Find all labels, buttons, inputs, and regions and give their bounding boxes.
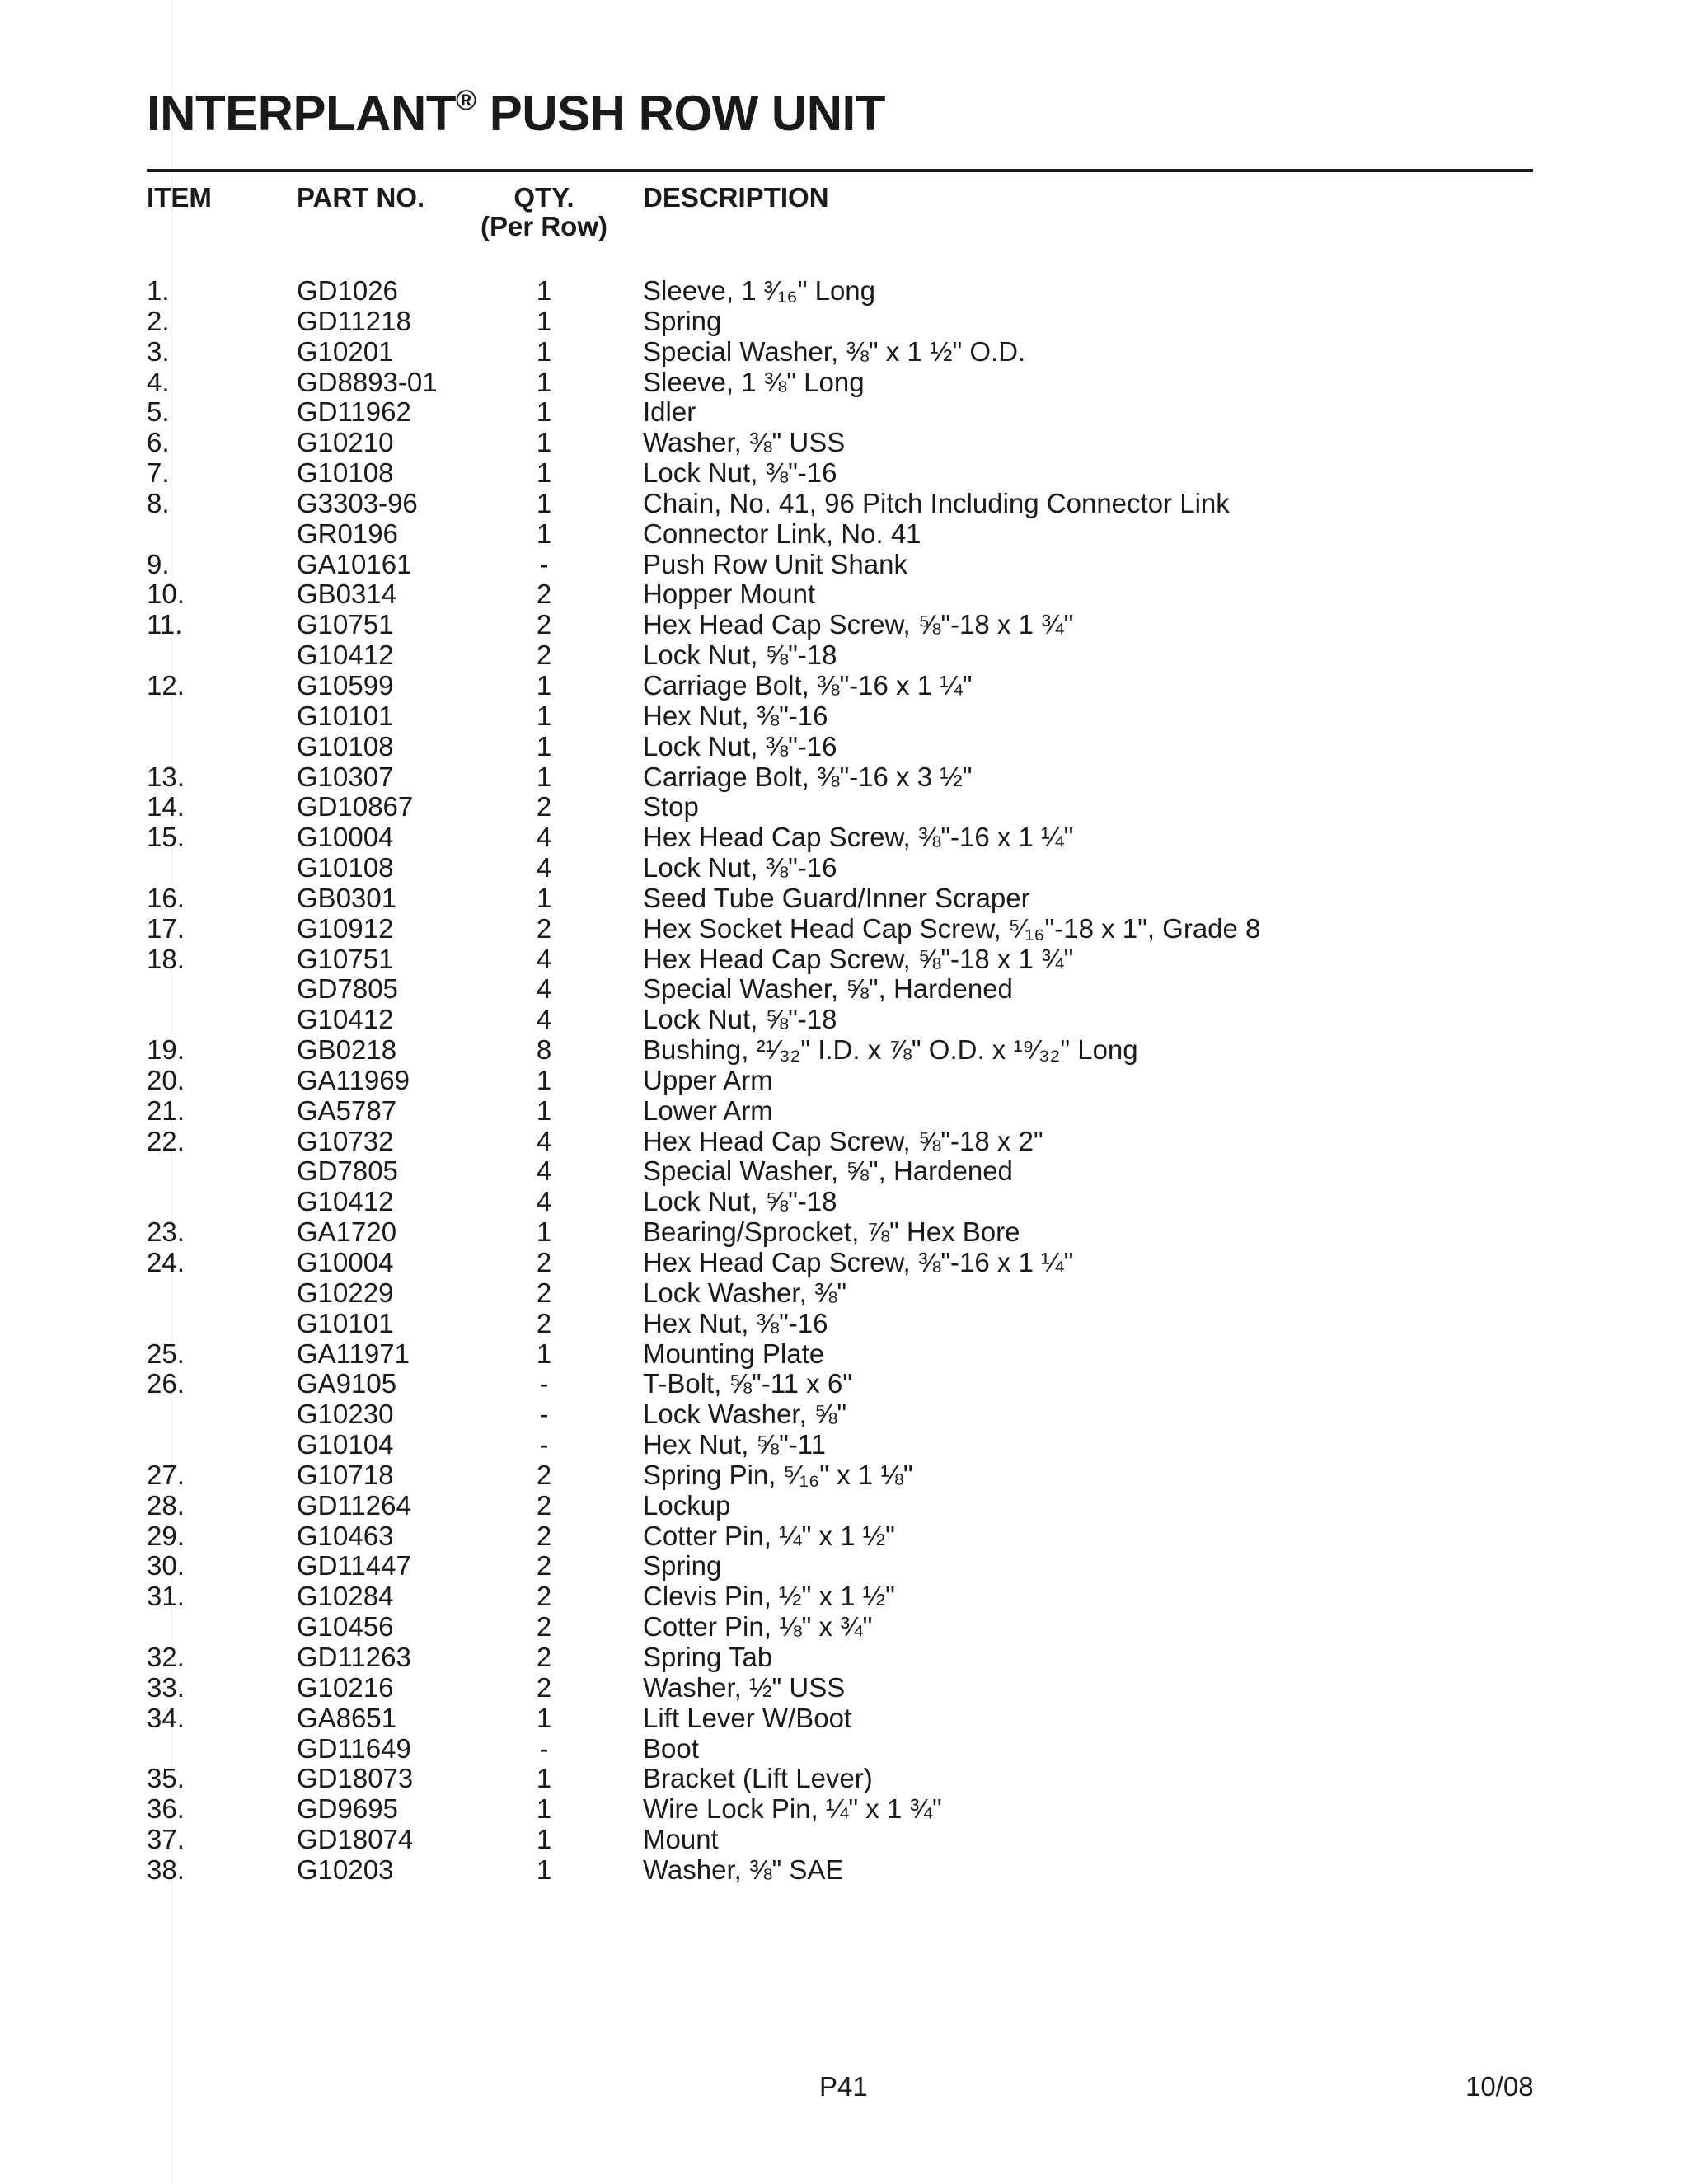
table-header <box>0 183 1688 249</box>
row-quantity: 1 <box>536 427 552 458</box>
table-row <box>0 1794 1688 1825</box>
row-description: Hex Socket Head Cap Screw, ⁵⁄₁₆"-18 x 1", Grade 8 <box>643 912 1261 944</box>
row-quantity: 2 <box>536 791 552 823</box>
row-item-number: 17. <box>147 912 185 944</box>
row-part-number: GA1720 <box>297 1216 397 1248</box>
row-part-number: G10284 <box>297 1581 394 1612</box>
row-part-number: GB0301 <box>297 882 397 913</box>
row-part-number: GB0218 <box>297 1034 397 1066</box>
row-part-number: G10004 <box>297 1247 394 1277</box>
row-part-number: GD8893-01 <box>297 366 438 397</box>
row-part-number: G10104 <box>297 1429 394 1460</box>
table-row <box>0 610 1688 640</box>
row-item-number: 10. <box>147 579 185 610</box>
row-description: Spring Pin, ⁵⁄₁₆" x 1 ⅛" <box>643 1459 913 1490</box>
table-row <box>0 1612 1688 1643</box>
header-part-no: PART NO. <box>297 182 425 213</box>
row-part-number: G10599 <box>297 669 394 701</box>
header-description: DESCRIPTION <box>643 182 829 213</box>
row-item-number: 6. <box>147 427 170 458</box>
row-item-number: 22. <box>147 1125 185 1156</box>
row-item-number: 23. <box>147 1216 185 1248</box>
row-quantity: 1 <box>536 457 552 489</box>
row-description: Washer, ⅜" SAE <box>643 1854 844 1885</box>
row-part-number: GD9695 <box>297 1793 398 1825</box>
row-quantity: 8 <box>536 1034 552 1066</box>
table-row <box>0 428 1688 458</box>
row-description: Lockup <box>643 1489 731 1521</box>
row-quantity: 1 <box>536 669 552 701</box>
table-row <box>0 1582 1688 1612</box>
row-item-number: 7. <box>147 457 170 489</box>
row-part-number: GD11447 <box>297 1550 411 1582</box>
table-row <box>0 307 1688 337</box>
row-description: Lock Nut, ⅜"-16 <box>643 457 837 489</box>
row-item-number: 27. <box>147 1459 185 1490</box>
table-row <box>0 579 1688 610</box>
header-item: ITEM <box>147 182 212 213</box>
table-row <box>0 944 1688 975</box>
row-description: Spring <box>643 1550 722 1582</box>
row-part-number: G10463 <box>297 1520 394 1551</box>
row-description: Special Washer, ⅝", Hardened <box>643 973 1013 1005</box>
row-part-number: GA5787 <box>297 1094 397 1126</box>
row-description: Lock Nut, ⅜"-16 <box>643 852 837 883</box>
row-description: Push Row Unit Shank <box>643 548 907 579</box>
row-item-number: 21. <box>147 1094 185 1126</box>
row-quantity: 1 <box>536 730 552 762</box>
table-row <box>0 1491 1688 1521</box>
row-part-number: G10201 <box>297 335 394 367</box>
row-part-number: GD11649 <box>297 1732 411 1764</box>
row-quantity: 1 <box>536 487 552 518</box>
row-description: Special Washer, ⅜" x 1 ½" O.D. <box>643 335 1026 367</box>
table-row <box>0 1704 1688 1734</box>
row-quantity: 1 <box>536 1216 552 1248</box>
row-quantity: 2 <box>536 1611 552 1643</box>
row-item-number: 13. <box>147 761 185 792</box>
row-part-number: G10912 <box>297 912 394 944</box>
row-part-number: GD1026 <box>297 275 398 306</box>
row-description: Upper Arm <box>643 1064 773 1095</box>
row-item-number: 30. <box>147 1550 185 1582</box>
table-row <box>0 1673 1688 1704</box>
row-quantity: - <box>539 548 549 579</box>
row-item-number: 16. <box>147 882 185 913</box>
row-description: Hex Head Cap Screw, ⅝"-18 x 2" <box>643 1125 1043 1156</box>
row-part-number: G10108 <box>297 852 394 883</box>
row-part-number: G10751 <box>297 609 394 640</box>
row-item-number: 5. <box>147 396 170 428</box>
table-row <box>0 1855 1688 1886</box>
row-description: Chain, No. 41, 96 Pitch Including Connector Link <box>643 487 1230 518</box>
row-part-number: GD11263 <box>297 1641 411 1672</box>
table-row <box>0 458 1688 489</box>
header-qty-per-row: (Per Row) <box>480 211 607 241</box>
table-row <box>0 762 1688 793</box>
table-row <box>0 368 1688 398</box>
table-row <box>0 337 1688 368</box>
title-text-rest: PUSH ROW UNIT <box>476 86 885 141</box>
row-description: Lock Nut, ⅝"-18 <box>643 1186 837 1217</box>
row-description: Washer, ½" USS <box>643 1671 846 1703</box>
row-quantity: 1 <box>536 882 552 913</box>
table-row <box>0 1399 1688 1430</box>
row-part-number: G10229 <box>297 1277 394 1308</box>
row-quantity: - <box>539 1429 549 1460</box>
row-quantity: 2 <box>536 609 552 640</box>
row-description: Lower Arm <box>643 1094 773 1126</box>
table-row <box>0 519 1688 550</box>
row-part-number: GD10867 <box>297 791 414 823</box>
row-part-number: G10732 <box>297 1125 394 1156</box>
row-part-number: GD11962 <box>297 396 411 428</box>
row-item-number: 2. <box>147 305 170 336</box>
row-quantity: 4 <box>536 973 552 1005</box>
table-row <box>0 397 1688 428</box>
table-row <box>0 853 1688 883</box>
row-description: Bushing, ²¹⁄₃₂" I.D. x ⅞" O.D. x ¹⁹⁄₃₂" Long <box>643 1034 1138 1066</box>
row-quantity: 1 <box>536 1763 552 1794</box>
registered-mark: ® <box>455 85 476 116</box>
row-part-number: G10230 <box>297 1399 394 1430</box>
table-row <box>0 640 1688 671</box>
row-quantity: 1 <box>536 700 552 731</box>
table-row <box>0 1643 1688 1673</box>
row-description: Sleeve, 1 ³⁄₁₆" Long <box>643 275 875 306</box>
row-part-number: G10718 <box>297 1459 394 1490</box>
row-part-number: GD18073 <box>297 1763 414 1794</box>
row-item-number: 26. <box>147 1368 185 1399</box>
row-quantity: 2 <box>536 1581 552 1612</box>
row-quantity: 2 <box>536 640 552 671</box>
table-row <box>0 914 1688 944</box>
row-quantity: 2 <box>536 1520 552 1551</box>
row-quantity: 4 <box>536 1186 552 1217</box>
row-description: Bearing/Sprocket, ⅞" Hex Bore <box>643 1216 1020 1248</box>
row-part-number: GD18074 <box>297 1824 414 1855</box>
row-description: Idler <box>643 396 696 428</box>
row-description: Cotter Pin, ⅛" x ¾" <box>643 1611 873 1643</box>
row-description: Hopper Mount <box>643 579 816 610</box>
table-row <box>0 1551 1688 1582</box>
table-row <box>0 489 1688 519</box>
row-item-number: 8. <box>147 487 170 518</box>
table-row <box>0 1825 1688 1855</box>
row-description: Special Washer, ⅝", Hardened <box>643 1155 1013 1187</box>
row-part-number: GD11218 <box>297 305 411 336</box>
table-row <box>0 792 1688 823</box>
header-qty: QTY. <box>513 182 574 213</box>
row-description: T-Bolt, ⅝"-11 x 6" <box>643 1368 852 1399</box>
row-quantity: 2 <box>536 1247 552 1277</box>
row-quantity: 1 <box>536 518 552 549</box>
row-description: Boot <box>643 1732 699 1764</box>
row-quantity: 2 <box>536 1277 552 1308</box>
row-quantity: 1 <box>536 335 552 367</box>
row-description: Wire Lock Pin, ¼" x 1 ¾" <box>643 1793 942 1825</box>
row-part-number: GD11264 <box>297 1489 411 1521</box>
table-row <box>0 1339 1688 1370</box>
row-part-number: G10004 <box>297 822 394 853</box>
row-description: Lock Nut, ⅝"-18 <box>643 640 837 671</box>
row-description: Lock Washer, ⅝" <box>643 1399 847 1430</box>
row-description: Seed Tube Guard/Inner Scraper <box>643 882 1030 913</box>
row-part-number: G10203 <box>297 1854 394 1885</box>
row-item-number: 18. <box>147 943 185 974</box>
row-item-number: 25. <box>147 1338 185 1369</box>
row-quantity: 1 <box>536 1094 552 1126</box>
table-row <box>0 1369 1688 1399</box>
title-divider <box>147 169 1533 172</box>
row-description: Connector Link, No. 41 <box>643 518 921 549</box>
row-item-number: 15. <box>147 822 185 853</box>
row-quantity: - <box>539 1732 549 1764</box>
table-row <box>0 1278 1688 1309</box>
row-item-number: 12. <box>147 669 185 701</box>
row-description: Lift Lever W/Boot <box>643 1702 852 1733</box>
row-quantity: 1 <box>536 1338 552 1369</box>
row-part-number: GD7805 <box>297 1155 398 1187</box>
table-row <box>0 701 1688 732</box>
row-quantity: 1 <box>536 1854 552 1885</box>
row-quantity: 4 <box>536 1155 552 1187</box>
row-item-number: 33. <box>147 1671 185 1703</box>
row-quantity: 2 <box>536 1641 552 1672</box>
title-text: INTERPLANT <box>147 86 456 141</box>
revision-date: 10/08 <box>1465 2071 1534 2102</box>
row-description: Carriage Bolt, ⅜"-16 x 1 ¼" <box>643 669 973 701</box>
row-description: Hex Nut, ⅜"-16 <box>643 700 828 731</box>
row-description: Mount <box>643 1824 719 1855</box>
table-row <box>0 732 1688 762</box>
row-description: Hex Head Cap Screw, ⅝"-18 x 1 ¾" <box>643 609 1074 640</box>
row-quantity: 4 <box>536 1125 552 1156</box>
row-description: Lock Nut, ⅝"-18 <box>643 1004 837 1035</box>
row-part-number: G10456 <box>297 1611 394 1643</box>
table-row <box>0 1521 1688 1552</box>
row-quantity: 4 <box>536 852 552 883</box>
row-quantity: 2 <box>536 1489 552 1521</box>
row-quantity: 1 <box>536 305 552 336</box>
row-description: Hex Head Cap Screw, ⅝"-18 x 1 ¾" <box>643 943 1074 974</box>
row-quantity: 1 <box>536 396 552 428</box>
row-part-number: GA8651 <box>297 1702 397 1733</box>
row-item-number: 3. <box>147 335 170 367</box>
row-item-number: 31. <box>147 1581 185 1612</box>
table-row <box>0 1005 1688 1035</box>
row-item-number: 34. <box>147 1702 185 1733</box>
row-item-number: 35. <box>147 1763 185 1794</box>
row-description: Lock Nut, ⅜"-16 <box>643 730 837 762</box>
row-item-number: 36. <box>147 1793 185 1825</box>
row-description: Cotter Pin, ¼" x 1 ½" <box>643 1520 895 1551</box>
row-part-number: G10101 <box>297 700 394 731</box>
row-item-number: 14. <box>147 791 185 823</box>
table-row <box>0 1734 1688 1765</box>
row-part-number: G10108 <box>297 457 394 489</box>
table-row <box>0 1764 1688 1794</box>
row-quantity: 2 <box>536 1671 552 1703</box>
row-part-number: GR0196 <box>297 518 398 549</box>
row-description: Hex Nut, ⅝"-11 <box>643 1429 827 1460</box>
row-part-number: GA11969 <box>297 1064 410 1095</box>
row-part-number: GA10161 <box>297 548 412 579</box>
table-row <box>0 671 1688 701</box>
row-quantity: 4 <box>536 822 552 853</box>
table-row <box>0 1309 1688 1339</box>
row-part-number: G10412 <box>297 1186 394 1217</box>
table-row <box>0 276 1688 307</box>
row-quantity: 2 <box>536 579 552 610</box>
row-item-number: 11. <box>147 609 183 640</box>
page-title <box>147 85 885 141</box>
row-description: Sleeve, 1 ⅜" Long <box>643 366 865 397</box>
row-quantity: 1 <box>536 761 552 792</box>
row-item-number: 37. <box>147 1824 185 1855</box>
row-item-number: 19. <box>147 1034 185 1066</box>
row-quantity: 1 <box>536 1702 552 1733</box>
row-description: Clevis Pin, ½" x 1 ½" <box>643 1581 895 1612</box>
row-part-number: G10412 <box>297 640 394 671</box>
table-row <box>0 1127 1688 1157</box>
row-quantity: - <box>539 1368 549 1399</box>
row-item-number: 1. <box>147 275 170 306</box>
row-description: Spring <box>643 305 722 336</box>
row-quantity: 1 <box>536 1824 552 1855</box>
row-part-number: G10101 <box>297 1307 394 1338</box>
table-row <box>0 1035 1688 1066</box>
table-row <box>0 1096 1688 1127</box>
table-row <box>0 550 1688 580</box>
row-part-number: GB0314 <box>297 579 397 610</box>
row-quantity: 1 <box>536 366 552 397</box>
row-quantity: 2 <box>536 1307 552 1338</box>
row-description: Lock Washer, ⅜" <box>643 1277 847 1308</box>
row-item-number: 32. <box>147 1641 185 1672</box>
row-part-number: GA9105 <box>297 1368 397 1399</box>
row-description: Bracket (Lift Lever) <box>643 1763 873 1794</box>
row-quantity: 2 <box>536 1550 552 1582</box>
table-row <box>0 1217 1688 1248</box>
table-row <box>0 1066 1688 1096</box>
parts-table <box>0 276 1688 1886</box>
row-quantity: 2 <box>536 912 552 944</box>
row-part-number: G3303-96 <box>297 487 418 518</box>
row-quantity: 4 <box>536 1004 552 1035</box>
row-item-number: 20. <box>147 1064 185 1095</box>
row-item-number: 4. <box>147 366 170 397</box>
row-quantity: 1 <box>536 1793 552 1825</box>
row-part-number: G10216 <box>297 1671 394 1703</box>
table-row <box>0 883 1688 914</box>
table-row <box>0 1156 1688 1187</box>
row-part-number: G10412 <box>297 1004 394 1035</box>
row-part-number: G10307 <box>297 761 394 792</box>
row-description: Spring Tab <box>643 1641 773 1672</box>
row-item-number: 24. <box>147 1247 185 1277</box>
row-description: Hex Head Cap Screw, ⅜"-16 x 1 ¼" <box>643 1247 1074 1277</box>
row-quantity: 4 <box>536 943 552 974</box>
row-item-number: 29. <box>147 1520 185 1551</box>
row-quantity: - <box>539 1399 549 1430</box>
row-description: Carriage Bolt, ⅜"-16 x 3 ½" <box>643 761 973 792</box>
table-row <box>0 1248 1688 1278</box>
row-description: Washer, ⅜" USS <box>643 427 846 458</box>
table-row <box>0 1430 1688 1460</box>
page-number: P41 <box>819 2071 868 2102</box>
table-row <box>0 974 1688 1005</box>
row-part-number: GD7805 <box>297 973 398 1005</box>
row-item-number: 9. <box>147 548 170 579</box>
row-quantity: 1 <box>536 275 552 306</box>
row-description: Mounting Plate <box>643 1338 825 1369</box>
row-part-number: G10210 <box>297 427 394 458</box>
row-description: Hex Head Cap Screw, ⅜"-16 x 1 ¼" <box>643 822 1074 853</box>
row-item-number: 28. <box>147 1489 185 1521</box>
row-part-number: G10751 <box>297 943 394 974</box>
table-row <box>0 1460 1688 1491</box>
row-part-number: GA11971 <box>297 1338 410 1369</box>
row-item-number: 38. <box>147 1854 185 1885</box>
row-description: Hex Nut, ⅜"-16 <box>643 1307 828 1338</box>
table-row <box>0 1187 1688 1217</box>
row-quantity: 1 <box>536 1064 552 1095</box>
table-row <box>0 823 1688 853</box>
row-description: Stop <box>643 791 699 823</box>
row-part-number: G10108 <box>297 730 394 762</box>
row-quantity: 2 <box>536 1459 552 1490</box>
